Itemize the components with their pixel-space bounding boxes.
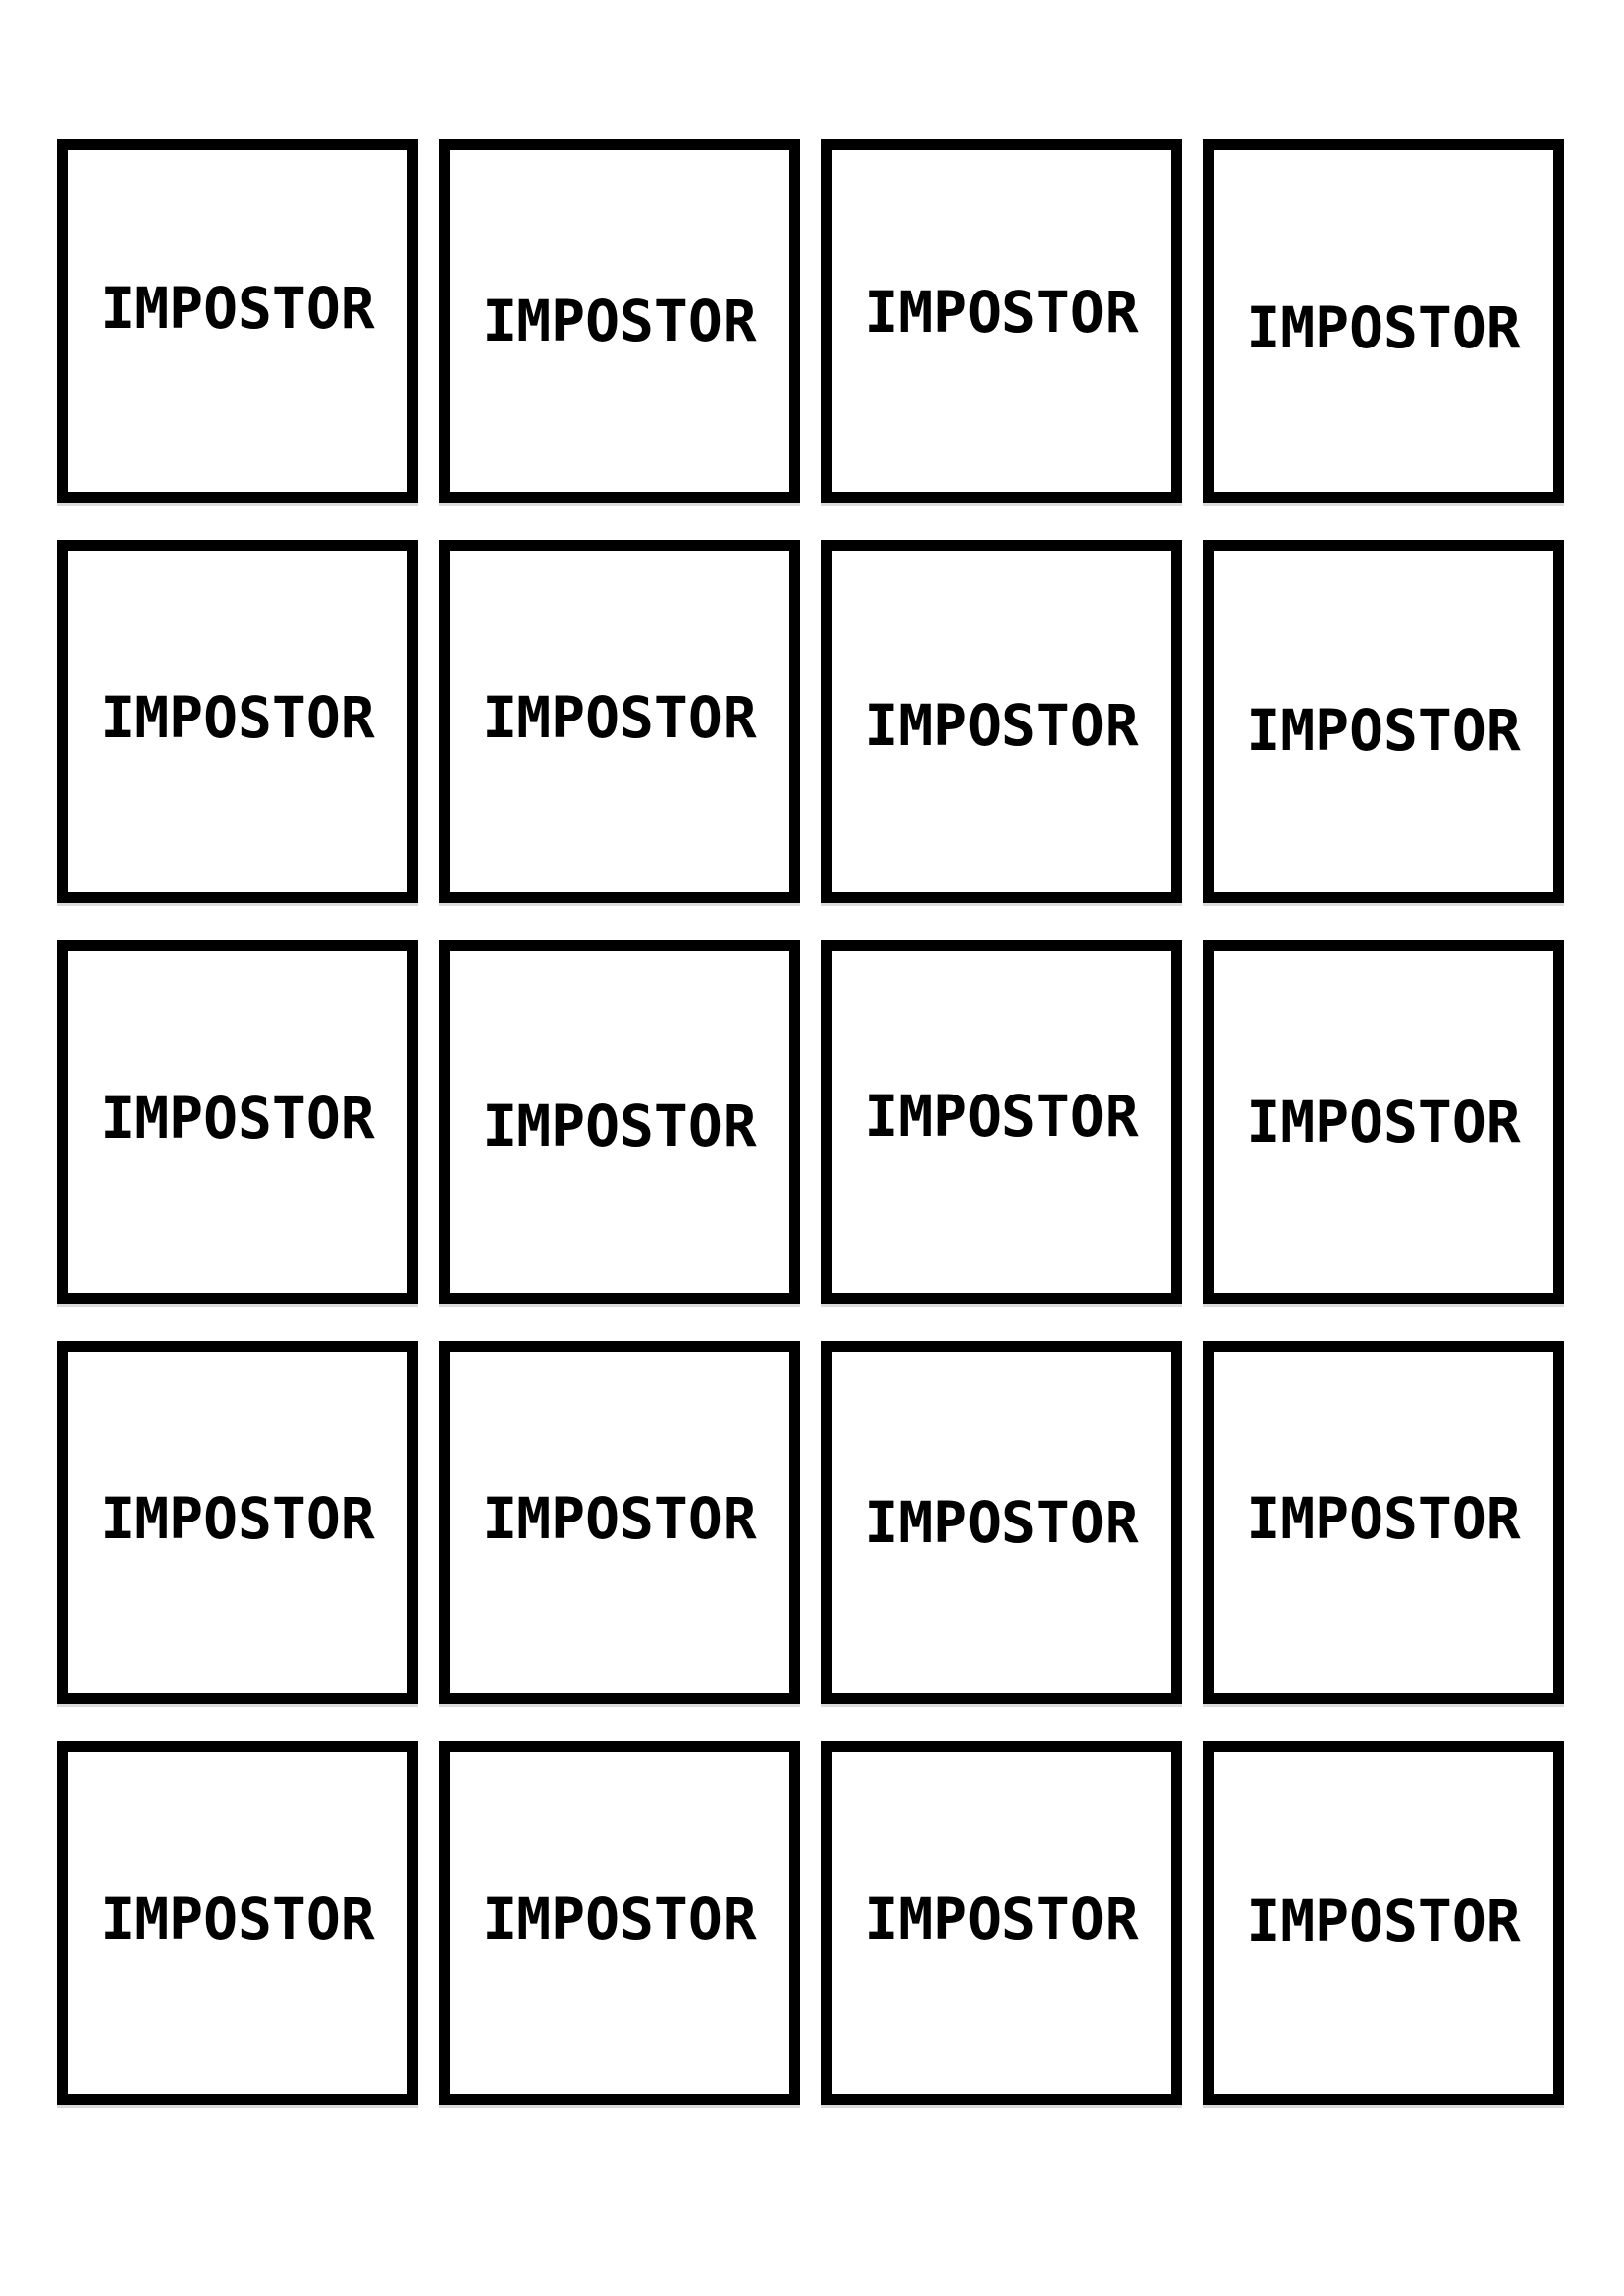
card-label: IMPOSTOR [1246,1888,1521,1954]
impostor-card [1203,540,1564,903]
card-label: IMPOSTOR [1246,1485,1521,1552]
card-label: IMPOSTOR [482,684,757,751]
impostor-card [821,540,1182,903]
impostor-card [57,139,418,503]
card-label: IMPOSTOR [482,1485,757,1552]
impostor-card [821,940,1182,1304]
impostor-card [821,139,1182,503]
impostor-card [439,940,800,1304]
card-label: IMPOSTOR [100,1085,375,1151]
impostor-card [821,1741,1182,2105]
card-label: IMPOSTOR [482,1093,757,1159]
card-label: IMPOSTOR [864,1489,1139,1556]
card-label: IMPOSTOR [1246,294,1521,361]
card-label: IMPOSTOR [864,279,1139,346]
impostor-card [439,139,800,503]
card-label: IMPOSTOR [864,1083,1139,1149]
impostor-card [1203,139,1564,503]
card-label: IMPOSTOR [482,288,757,354]
card-label: IMPOSTOR [864,692,1139,759]
impostor-card [1203,1341,1564,1704]
card-label: IMPOSTOR [100,1485,375,1552]
card-label: IMPOSTOR [100,684,375,751]
impostor-card [1203,1741,1564,2105]
impostor-card [439,1341,800,1704]
impostor-card [439,1741,800,2105]
card-label: IMPOSTOR [864,1886,1139,1952]
card-grid [57,139,1564,2105]
impostor-card [1203,940,1564,1304]
card-label: IMPOSTOR [482,1886,757,1952]
card-label: IMPOSTOR [100,1886,375,1952]
impostor-card [57,1341,418,1704]
impostor-card [57,1741,418,2105]
impostor-card [57,540,418,903]
card-label: IMPOSTOR [1246,697,1521,764]
card-label: IMPOSTOR [1246,1089,1521,1155]
card-label: IMPOSTOR [100,275,375,342]
impostor-card [439,540,800,903]
impostor-card [821,1341,1182,1704]
impostor-card [57,940,418,1304]
